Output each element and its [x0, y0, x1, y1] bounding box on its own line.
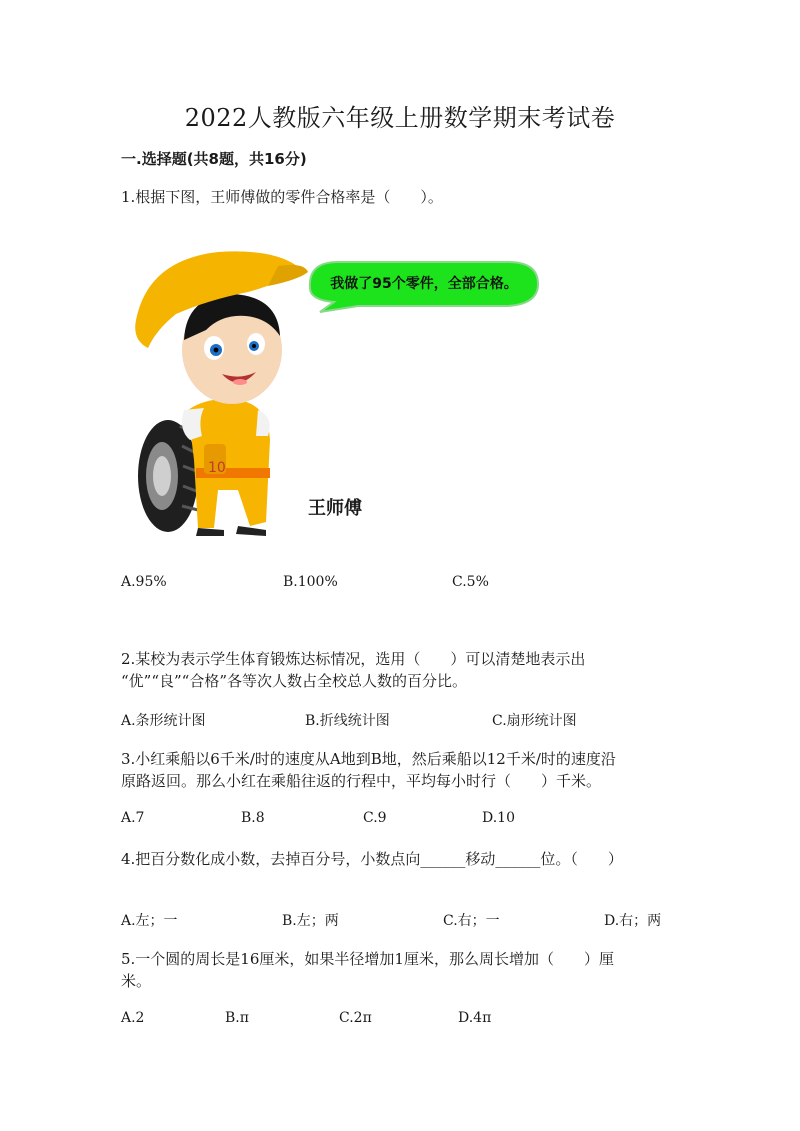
question-2-options [121, 710, 721, 730]
question-1-text: 1.根据下图，王师傅做的零件合格率是（ ）。 [121, 188, 443, 206]
option-c[interactable]: C.5% [452, 574, 489, 590]
speech-bubble-text: 我做了95个零件，全部合格。 [330, 276, 518, 292]
option-d[interactable]: D.右；两 [604, 913, 662, 929]
question-2-text [121, 648, 681, 692]
option-c[interactable]: C.右；一 [443, 913, 500, 929]
option-c[interactable]: C.2π [339, 1010, 372, 1026]
question-3-text [121, 748, 681, 792]
question-1-options [121, 574, 721, 594]
option-b[interactable]: B.100% [283, 574, 338, 590]
option-b[interactable]: B.左；两 [282, 913, 339, 929]
option-a[interactable]: A.条形统计图 [121, 713, 206, 729]
option-c[interactable]: C.扇形统计图 [492, 713, 577, 729]
option-c[interactable]: C.9 [363, 810, 387, 826]
option-a[interactable]: A.左；一 [121, 913, 178, 929]
option-d[interactable]: D.4π [458, 1010, 492, 1026]
question-3-options [121, 810, 721, 830]
option-a[interactable]: A.7 [121, 810, 145, 826]
option-d[interactable]: D.10 [482, 810, 515, 826]
option-b[interactable]: B.8 [241, 810, 265, 826]
question-4-options [121, 910, 721, 930]
page-title: 2022人教版六年级上册数学期末考试卷 [184, 104, 616, 132]
question-4-text: 4.把百分数化成小数，去掉百分号，小数点向______移动______位。（ ） [121, 850, 623, 868]
question-5-line-1: 5.一个圆的周长是16厘米，如果半径增加1厘米，那么周长增加（ ）厘 [121, 950, 614, 968]
question-2-line-1: 2.某校为表示学生体育锻炼达标情况，选用（ ）可以清楚地表示出 [121, 650, 586, 668]
worker-illustration [128, 240, 548, 540]
question-2-line-2: “优”“良”“合格”各等次人数占全校总人数的百分比。 [121, 672, 468, 690]
worker-body [182, 399, 270, 536]
question-3-line-1: 3.小红乘船以6千米/时的速度从A地到B地，然后乘船以12千米/时的速度沿 [121, 750, 616, 768]
worker-head [182, 294, 282, 404]
section-heading: 一.选择题(共8题，共16分) [121, 150, 307, 168]
speech-bubble [310, 262, 538, 312]
question-3-line-2: 原路返回。那么小红在乘船往返的行程中，平均每小时行（ ）千米。 [121, 772, 602, 790]
figure-caption: 王师傅 [308, 498, 362, 519]
question-5-line-2: 米。 [121, 972, 152, 990]
option-a[interactable]: A.2 [121, 1010, 145, 1026]
question-5-options [121, 1010, 721, 1030]
option-b[interactable]: B.π [225, 1010, 249, 1026]
option-a[interactable]: A.95% [121, 574, 167, 590]
overall-badge: 10 [208, 460, 226, 476]
question-5-text [121, 948, 681, 992]
option-b[interactable]: B.折线统计图 [305, 713, 390, 729]
